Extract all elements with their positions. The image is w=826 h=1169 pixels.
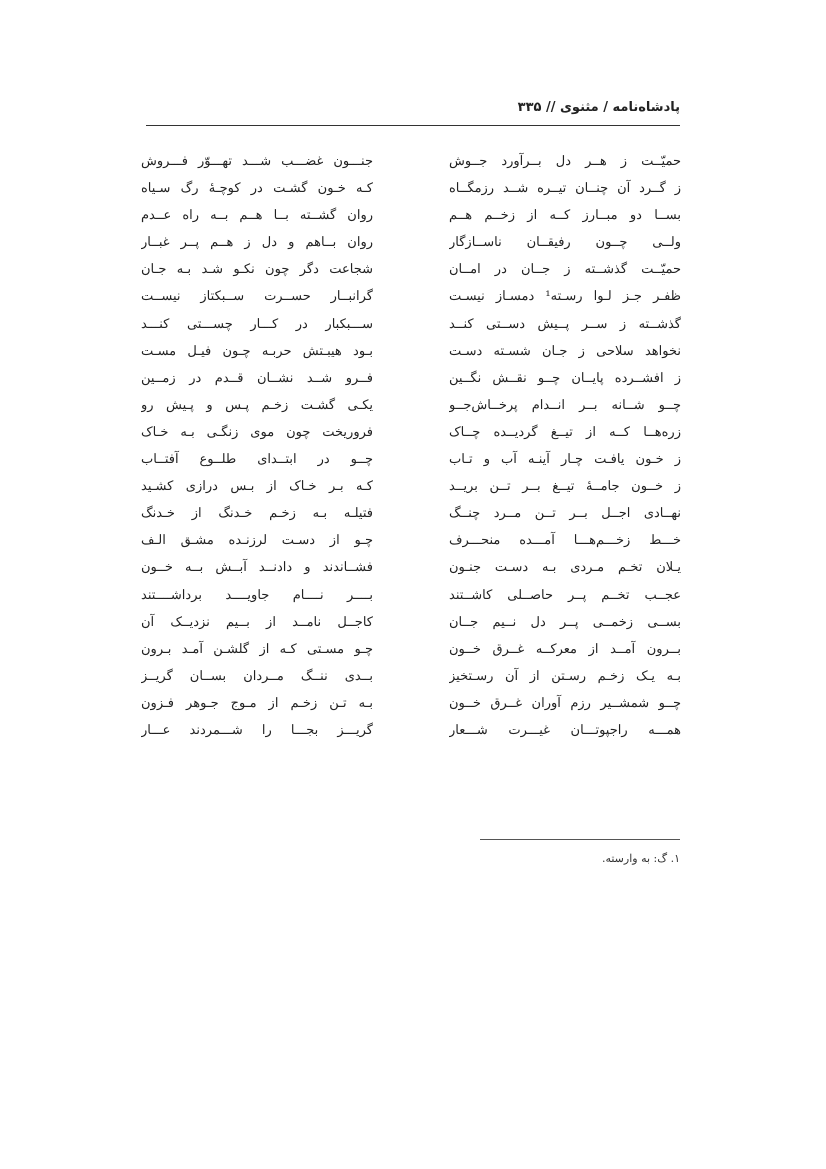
verse-hemistich: فــرو شــد نشــان قــدم در زمــین — [141, 370, 373, 386]
verse-hemistich: فشــاندند و دادنــد آبــش بــه خــون — [141, 560, 373, 576]
verse-hemistich: شجاعت دگر چون نکـو شـد بـه جـان — [141, 262, 373, 278]
footnote: ۱. گ: به وارسته. — [601, 852, 680, 865]
verse-hemistich: کـه بـر خـاک از بـس درازی کشـید — [141, 479, 373, 495]
verse-hemistich: چـو مسـتی کـه از گلشـن آمـد بـرون — [141, 641, 373, 657]
verse-hemistich: ولــی چــون رفیقــان ناســازگار — [449, 235, 681, 251]
verse-hemistich: چــو شــانه بــر انــدام پرخــاش‌جــو — [449, 397, 681, 413]
verse-hemistich: بــرون آمــد از معرکــه غــرق خــون — [449, 641, 681, 657]
verse-hemistich: ز خــون جامــهٔ تیــغ بــر تــن بریــد — [449, 479, 681, 495]
verse-hemistich: یـلان تخـم مـردی بـه دسـت جنـون — [449, 560, 681, 576]
footnote-rule — [480, 839, 680, 840]
verse-column-right — [449, 148, 681, 744]
verse-hemistich: بــــر نــــام جاویــــد برداشــــتند — [141, 587, 373, 603]
verse-hemistich: کاجــل نامــد از بــیم نزدیــک آن — [141, 614, 373, 630]
verse-hemistich: نخواهد سلاحی ز جـان شسـته دسـت — [449, 343, 681, 359]
verse-hemistich: ظفـر جـز لـوا رسـته¹ دمسـاز نیسـت — [449, 289, 681, 305]
verse-hemistich: ز افشــرده پایــان چــو نقــش نگــین — [449, 370, 681, 386]
verse-hemistich: زره‌هــا کــه از تیــغ گردیــده چــاک — [449, 424, 681, 440]
header-rule — [146, 125, 680, 126]
verse-hemistich: کـه خـون گشـت در کوچـهٔ رگ سـیاه — [141, 181, 373, 197]
verse-hemistich: بســی زخمــی پــر دل نــیم جــان — [449, 614, 681, 630]
verse-hemistich: بــدی ننــگ مــردان بســان گریــز — [141, 668, 373, 684]
verse-hemistich: ز خـون یافـت چـار آینـه آب و تـاب — [449, 452, 681, 468]
verse-hemistich: روان بــاهم و دل ز هــم پــر غبــار — [141, 235, 373, 251]
verse-hemistich: روان گشــته بــا هــم بــه راه عــدم — [141, 208, 373, 224]
verse-hemistich: گذشــته ز ســر پــیش دســتی کنــد — [449, 316, 681, 332]
running-title: پادشاه‌نامه / مثنوی // ۳۳۵ — [517, 100, 680, 115]
verse-hemistich: ســـبکبار در کـــار چســـتی کنـــد — [141, 316, 373, 332]
verse-hemistich: یکـی گشـت زخـم پـس و پـیش رو — [141, 397, 373, 413]
verse-hemistich: عجــب تخــم پــر حاصــلی کاشــتند — [449, 587, 681, 603]
verse-hemistich: حمیّــت ز هــر دل بــرآورد جــوش — [449, 154, 681, 169]
verse-hemistich: بـه یـک زخـم رسـتن از آن رسـتخیز — [449, 668, 681, 684]
verse-hemistich: خـــط زخـــم‌هـــا آمـــده منحـــرف — [449, 533, 681, 549]
verse-hemistich: بـود هیبـتش حربـه چـون فیـل مسـت — [141, 343, 373, 359]
verse-hemistich: نهــادی اجــل بــر تــن مــرد چنــگ — [449, 506, 681, 522]
verse-hemistich: گرانبــار حســرت ســبکتاز نیســت — [141, 289, 373, 305]
verse-hemistich: گریـــز بجـــا را شـــمردند عـــار — [141, 722, 373, 738]
verse-hemistich: چــو در ابتــدای طلــوع آفتــاب — [141, 452, 373, 468]
running-header — [146, 100, 680, 122]
verse-hemistich: همـــه راجپوتـــان غیـــرت شـــعار — [449, 722, 681, 738]
verse-hemistich: جنـــون غضـــب شـــد تهـــوّر فـــروش — [141, 154, 373, 169]
verse-column-left — [141, 148, 373, 744]
verse-hemistich: چــو شمشــیر رزم آوران غــرق خــون — [449, 695, 681, 711]
verse-hemistich: چـو از دسـت لرزنـده مشـق الـف — [141, 533, 373, 549]
verse-hemistich: فتیلـه بـه زخـم خـدنگ از خـدنگ — [141, 506, 373, 522]
verse-hemistich: حمیّــت گذشــته ز جــان در امــان — [449, 262, 681, 278]
verse-hemistich: ز گــرد آن چنــان تیــره شــد رزمگــاه — [449, 181, 681, 197]
verse-hemistich: فروریخت چون موی زنگـی بـه خـاک — [141, 424, 373, 440]
verse-hemistich: بســا دو مبــارز کــه از زخــم هــم — [449, 208, 681, 224]
verse-hemistich: بـه تـن زخـم از مـوج جـوهر فـزون — [141, 695, 373, 711]
